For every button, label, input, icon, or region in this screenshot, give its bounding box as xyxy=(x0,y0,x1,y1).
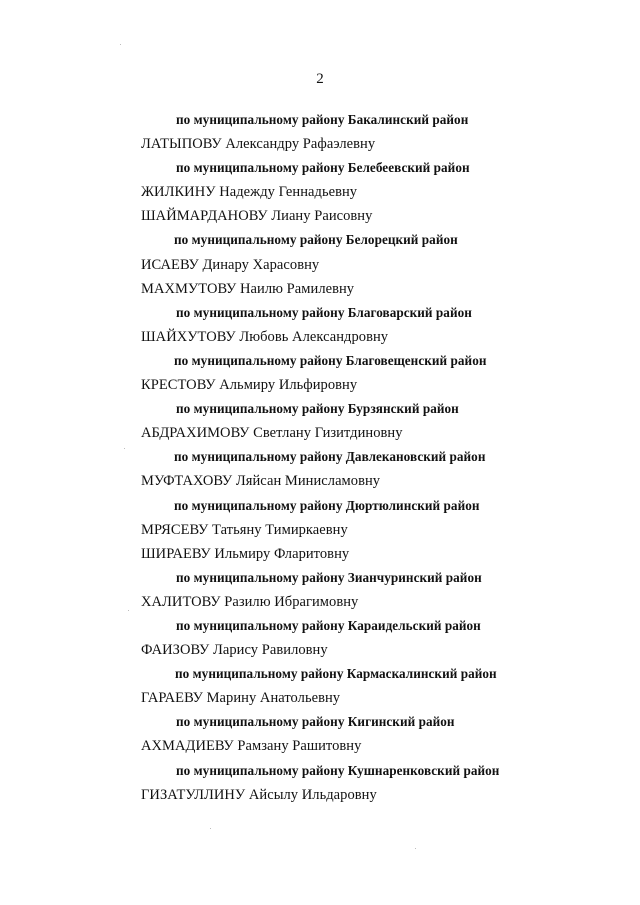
person-name: ШИРАЕВУ Ильмиру Фларитовну xyxy=(141,545,350,562)
person-name: КРЕСТОВУ Альмиру Ильфировну xyxy=(141,377,358,394)
scan-speck xyxy=(210,828,211,829)
district-heading: по муниципальному району Благоварский район xyxy=(176,304,472,320)
district-heading: по муниципальному району Белебеевский район xyxy=(176,160,470,176)
scan-speck xyxy=(128,610,129,611)
person-name: ШАЙХУТОВУ Любовь Александровну xyxy=(141,328,389,345)
district-heading: по муниципальному району Бурзянский район xyxy=(176,401,459,417)
person-name: ФАИЗОВУ Ларису Равиловну xyxy=(141,642,328,659)
person-name: ИСАЕВУ Динару Харасовну xyxy=(141,256,320,273)
district-heading: по муниципальному району Давлекановский район xyxy=(174,449,486,465)
person-name: АХМАДИЕВУ Рамзану Рашитовну xyxy=(141,738,362,755)
district-heading: по муниципальному району Бакалинский район xyxy=(176,112,469,127)
person-name: ГАРАЕВУ Марину Анатольевну xyxy=(141,690,341,707)
district-heading: по муниципальному району Дюртюлинский район xyxy=(174,497,480,513)
person-name: МУФТАХОВУ Ляйсан Минисламовну xyxy=(141,473,381,490)
district-heading: по муниципальному району Кигинский район xyxy=(176,714,455,730)
person-name: МАХМУТОВУ Наилю Рамилевну xyxy=(141,280,355,297)
scan-speck xyxy=(415,848,416,849)
district-heading: по муниципальному району Благовещенский район xyxy=(174,352,487,368)
district-heading: по муниципальному району Караидельский район xyxy=(176,617,481,633)
person-name: МРЯСЕВУ Татьяну Тимиркаевну xyxy=(141,521,348,538)
person-name: ЛАТЫПОВУ Александру Рафаэлевну xyxy=(141,136,376,153)
district-heading: по муниципальному району Белорецкий район xyxy=(174,232,458,248)
page-number: 2 xyxy=(316,71,324,87)
person-name: ЖИЛКИНУ Надежду Геннадьевну xyxy=(141,184,358,201)
scan-speck xyxy=(124,448,125,449)
district-heading: по муниципальному району Кушнаренковский район xyxy=(176,762,500,778)
district-heading: по муниципальному району Зианчуринский район xyxy=(176,569,482,585)
scan-speck xyxy=(120,44,121,45)
person-name: ШАЙМАРДАНОВУ Лиану Раисовну xyxy=(141,208,373,225)
person-name: ГИЗАТУЛЛИНУ Айсылу Ильдаровну xyxy=(141,786,377,803)
district-heading: по муниципальному району Кармаскалинский район xyxy=(175,666,497,682)
person-name: АБДРАХИМОВУ Светлану Гизитдиновну xyxy=(141,425,403,442)
appointment-list xyxy=(0,108,640,807)
person-name: ХАЛИТОВУ Разилю Ибрагимовну xyxy=(141,593,359,610)
